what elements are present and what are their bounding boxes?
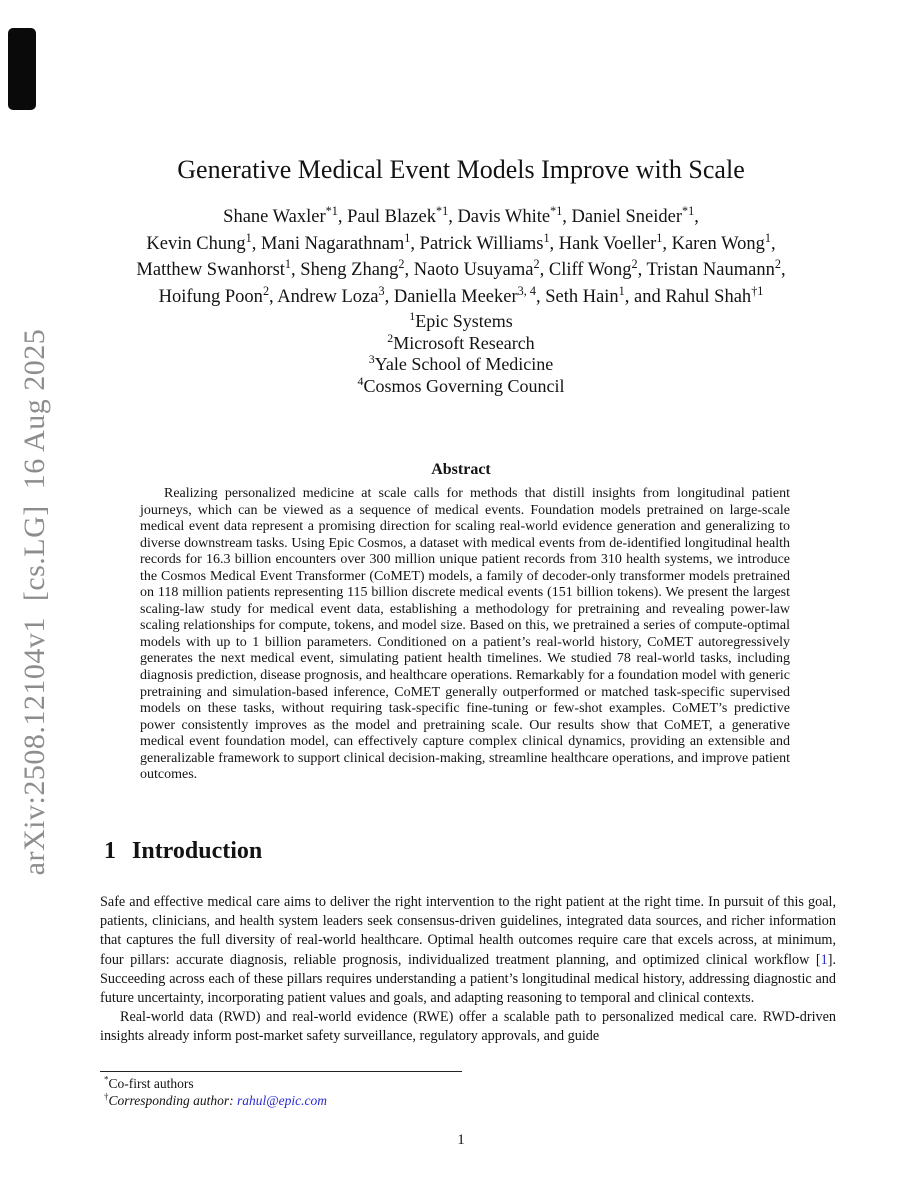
abstract-heading: Abstract — [431, 461, 491, 478]
intro-paragraph-1: Safe and effective medical care aims to deliver the right intervention to the right patient at the right time. In pursuit of this goal, patients, clinicians, and health system leaders seek consensus-driven guidelines, integrated data sources, and richer information that captures the full diversity of real-world healthcare. Optimal health outcomes require care that excels across, at minimum, four pillars: accurate diagnosis, reliable prognosis, individualized treatment planning, and optimized clinical workflow [1]. Succeeding across each of these pillars requires understanding a patient’s longitudinal medical history, addressing diagnostic and future uncertainty, incorporating patient values and goals, and adapting reasoning to temporal and clinical contexts. — [100, 894, 836, 1007]
arxiv-watermark: arXiv:2508.12104v1 [cs.LG] 16 Aug 2025 — [18, 328, 51, 876]
footnote-block — [104, 1076, 828, 1109]
page-number: 1 — [457, 1132, 465, 1148]
corresponding-author-email-link[interactable]: rahul@epic.com — [236, 1092, 327, 1108]
affiliation-block — [0, 311, 922, 397]
affiliation-microsoft: $^2$Microsoft Research — [387, 330, 535, 353]
section-title: Introduction — [132, 838, 263, 864]
abstract-text: Realizing personalized medicine at scale calls for methods that distill insights from longitudinal patient journeys, which can be viewed as a sequence of medical events. Foundation models pretrained on large-scale medical event data represent a promising direction for scaling real-world evidence generation and generalizing to diverse downstream tasks. Using Epic Cosmos, a dataset with medical events from de-identified longitudinal health records for 16.3 billion encounters over 300 million unique patient records from 310 health systems, we introduce the Cosmos Medical Event Transformer (CoMET) models, a family of decoder-only transformer models pretrained on 118 million patients representing 115 billion discrete medical events (151 billion tokens). We present the largest scaling-law study for medical event data, establishing a methodology for pretraining and revealing power-law scaling relationships for compute, tokens, and model size. Based on this, we pretrained a series of compute-optimal models with up to 1 billion parameters. Conditioned on a patient’s real-world history, CoMET autoregressively generates the next medical event, simulating patient health timelines. We studied 78 real-world tasks, including diagnosis prediction, disease prognosis, and healthcare operations. Remarkably for a foundation model with generic pretraining and simulation-based inference, CoMET generally outperformed or matched task-specific supervised models on these tasks, without requiring task-specific fine-tuning or few-shot examples. CoMET’s predictive power consistently improves as the model and pretraining scale. Our results show that CoMET, a generative medical event foundation model, can effectively capture complex clinical dynamics, providing an extensible and generalizable framework to support clinical decision-making, streamline healthcare operations, and improve patient outcomes. — [140, 486, 790, 783]
corner-mark — [8, 28, 36, 110]
affiliation-cosmos: $^4$Cosmos Governing Council — [357, 373, 565, 396]
author-block — [0, 204, 922, 310]
citation-1-link[interactable]: 1 — [820, 951, 828, 968]
paper-title: Generative Medical Event Models Improve with Scale — [177, 155, 745, 184]
footnote-corresponding-author: †Corresponding author: rahul@epic.com — [104, 1091, 327, 1108]
introduction-body — [100, 893, 836, 1047]
section-number: 1 — [104, 838, 116, 864]
section-1-heading — [104, 838, 262, 865]
author-line-3: Matthew Swanhorst$^1$, Sheng Zhang$^2$, Naoto Usuyama$^2$, Cliff Wong$^2$, Tristan Naumann$^2$, — [136, 256, 786, 280]
affiliation-yale: $^3$Yale School of Medicine — [368, 352, 554, 375]
footnote-co-first-authors: *Co-first authors — [104, 1074, 194, 1091]
author-line-1: Shane Waxler$^{*1}$, Paul Blazek$^{*1}$, Davis White$^{*1}$, Daniel Sneider$^{*1}$, — [223, 203, 699, 227]
intro-paragraph-2: Real-world data (RWD) and real-world evidence (RWE) offer a scalable path to personalized medical care. RWD-driven insights already inform post-market safety surveillance, regulatory approvals, and guide — [100, 1009, 836, 1045]
author-line-4: Hoifung Poon$^2$, Andrew Loza$^3$, Daniella Meeker$^{3, 4}$, Seth Hain$^1$, and Rahul Shah$^{\dagger 1}$ — [158, 283, 764, 307]
author-line-2: Kevin Chung$^1$, Mani Nagarathnam$^1$, Patrick Williams$^1$, Hank Voeller$^1$, Karen Wong$^1$, — [146, 230, 776, 254]
affiliation-epic: $^1$Epic Systems — [409, 309, 513, 331]
footnote-rule — [100, 1071, 462, 1072]
